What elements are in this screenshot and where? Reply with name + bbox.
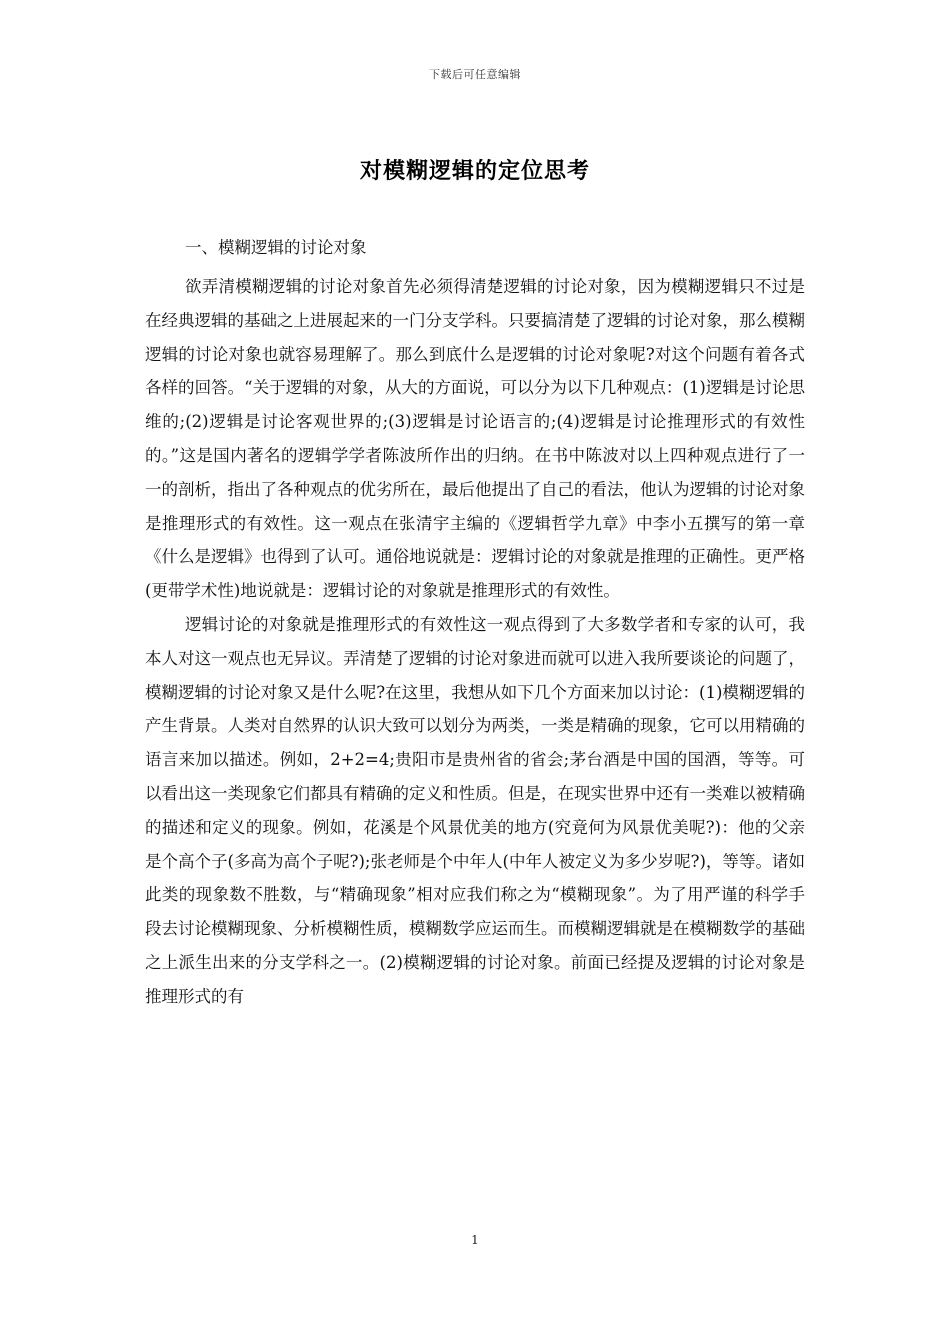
body-paragraph: 逻辑讨论的对象就是推理形式的有效性这一观点得到了大多数学者和专家的认可，我本人对这一观点也无异议。弄清楚了逻辑的讨论对象进而就可以进入我所要谈论的问题了，模糊逻辑的讨论对象又是什么呢?在这里，我想从如下几个方面来加以讨论：(1)模糊逻辑的产生背景。人类对自然界的认识大致可以划分为两类，一类是精确的现象，它可以用精确的语言来加以描述。例如，2+2=4;贵阳市是贵州省的省会;茅台酒是中国的国酒，等等。可以看出这一类现象它们都具有精确的定义和性质。但是，在现实世界中还有一类难以被精确的描述和定义的现象。例如，花溪是个风景优美的地方(究竟何为风景优美呢?)：他的父亲是个高个子(多高为高个子呢?);张老师是个中年人(中年人被定义为多少岁呢?)，等等。诸如此类的现象数不胜数，与“精确现象”相对应我们称之为“模糊现象”。为了用严谨的科学手段去讨论模糊现象、分析模糊性质，模糊数学应运而生。而模糊逻辑就是在模糊数学的基础之上派生出来的分支学科之一。(2)模糊逻辑的讨论对象。前面已经提及逻辑的讨论对象是推理形式的有 — [145, 614, 805, 1006]
section-heading: 一、模糊逻辑的讨论对象 — [185, 238, 367, 257]
document-title: 对模糊逻辑的定位思考 — [359, 158, 590, 184]
page-number: 1 — [471, 1233, 479, 1247]
document-body — [145, 270, 805, 1014]
page-header-note: 下载后可任意编辑 — [429, 68, 521, 81]
body-paragraph: 欲弄清模糊逻辑的讨论对象首先必须得清楚逻辑的讨论对象，因为模糊逻辑只不过是在经典逻辑的基础之上进展起来的一门分支学科。只要搞清楚了逻辑的讨论对象，那么模糊逻辑的讨论对象也就容易理解了。那么到底什么是逻辑的讨论对象呢?对这个问题有着各式各样的回答。“关于逻辑的对象，从大的方面说，可以分为以下几种观点：(1)逻辑是讨论思维的;(2)逻辑是讨论客观世界的;(3)逻辑是讨论语言的;(4)逻辑是讨论推理形式的有效性的。”这是国内著名的逻辑学学者陈波所作出的归纳。在书中陈波对以上四种观点进行了一一的剖析，指出了各种观点的优劣所在，最后他提出了自己的看法，他认为逻辑的讨论对象是推理形式的有效性。这一观点在张清宇主编的《逻辑哲学九章》中李小五撰写的第一章《什么是逻辑》也得到了认可。通俗地说就是：逻辑讨论的对象就是推理的正确性。更严格(更带学术性)地说就是：逻辑讨论的对象就是推理形式的有效性。 — [145, 277, 805, 601]
